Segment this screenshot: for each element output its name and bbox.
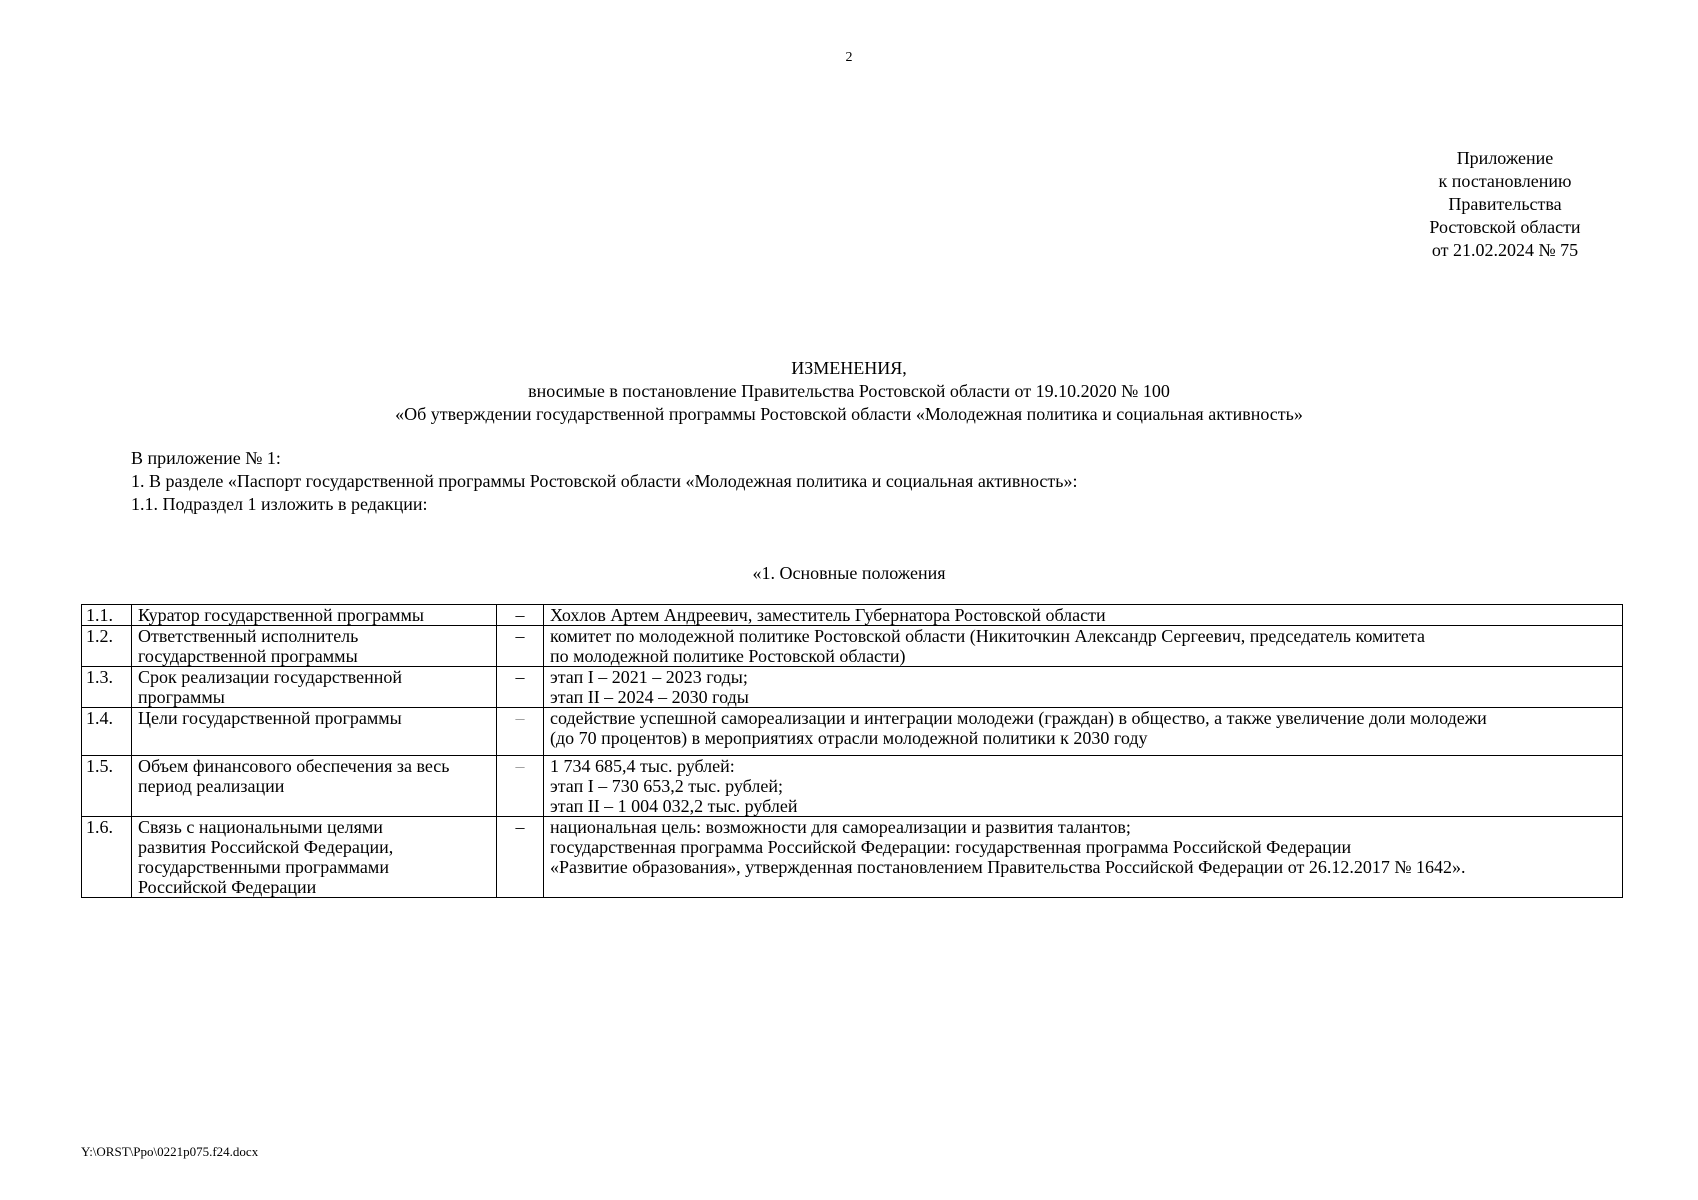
- row-value-line: «Развитие образования», утвержденная постановлением Правительства Российской Федерации от 26.12.2017 № 1642».: [550, 857, 1466, 877]
- row-value-line: этап I – 2021 – 2023 годы;: [550, 667, 748, 687]
- row-number: 1.5.: [82, 756, 132, 817]
- row-dash: –: [497, 667, 544, 708]
- row-value: [544, 667, 1623, 708]
- row-number: 1.2.: [82, 626, 132, 667]
- row-label: [132, 817, 497, 898]
- row-label-line: Цели государственной программы: [138, 708, 402, 728]
- row-label-line: Срок реализации государственной: [138, 667, 403, 687]
- table-row: [82, 667, 1623, 708]
- table-row: [82, 756, 1623, 817]
- row-label-line: Куратор государственной программы: [138, 605, 424, 625]
- page-number: 2: [845, 50, 853, 65]
- row-dash: –: [497, 626, 544, 667]
- heading-subtitle: вносимые в постановление Правительства Ростовской области от 19.10.2020 № 100: [528, 381, 1170, 401]
- row-number: 1.3.: [82, 667, 132, 708]
- appendix-line: Приложение: [1456, 148, 1554, 168]
- row-label: [132, 626, 497, 667]
- row-dash: –: [497, 708, 544, 756]
- row-label-line: Российской Федерации: [138, 877, 317, 897]
- intro-paragraph: [131, 447, 1077, 516]
- table-row: [82, 605, 1623, 626]
- appendix-line: Правительства: [1448, 194, 1562, 214]
- row-label-line: Объем финансового обеспечения за весь: [138, 756, 450, 776]
- passport-table: [81, 604, 1623, 898]
- row-value-line: этап II – 2024 – 2030 годы: [550, 687, 749, 707]
- row-label-line: государственными программами: [138, 857, 389, 877]
- row-number: 1.1.: [82, 605, 132, 626]
- row-label: [132, 667, 497, 708]
- row-label: [132, 756, 497, 817]
- document-heading: [0, 357, 1698, 426]
- intro-line: 1. В разделе «Паспорт государственной программы Ростовской области «Молодежная политика и социальная активность»:: [131, 471, 1078, 491]
- table-row: [82, 626, 1623, 667]
- row-value: [544, 817, 1623, 898]
- appendix-block: [1380, 147, 1630, 262]
- row-label-line: Ответственный исполнитель: [138, 626, 359, 646]
- row-value-line: (до 70 процентов) в мероприятиях отрасли молодежной политики к 2030 году: [550, 728, 1148, 748]
- appendix-line: к постановлению: [1438, 171, 1572, 191]
- row-label: [132, 605, 497, 626]
- row-number: 1.4.: [82, 708, 132, 756]
- row-value-line: 1 734 685,4 тыс. рублей:: [550, 756, 735, 776]
- row-value: [544, 756, 1623, 817]
- row-value: [544, 626, 1623, 667]
- row-value-line: национальная цель: возможности для самореализации и развития талантов;: [550, 817, 1131, 837]
- row-value-line: комитет по молодежной политике Ростовской области (Никиточкин Александр Сергеевич, председатель комитета: [550, 626, 1425, 646]
- intro-line: 1.1. Подраздел 1 изложить в редакции:: [131, 494, 428, 514]
- row-dash: –: [497, 817, 544, 898]
- section-title: «1. Основные положения: [752, 563, 946, 583]
- appendix-line: Ростовской области: [1429, 217, 1581, 237]
- table-row: [82, 817, 1623, 898]
- row-label-line: развития Российской Федерации,: [138, 837, 394, 857]
- row-value-line: Хохлов Артем Андреевич, заместитель Губернатора Ростовской области: [550, 605, 1106, 625]
- heading-title: ИЗМЕНЕНИЯ,: [791, 358, 907, 378]
- appendix-line: от 21.02.2024 № 75: [1431, 240, 1579, 260]
- row-value: [544, 708, 1623, 756]
- intro-line: В приложение № 1:: [131, 448, 281, 468]
- row-value-line: государственная программа Российской Федерации: государственная программа Российской Федерации: [550, 837, 1352, 857]
- row-number: 1.6.: [82, 817, 132, 898]
- table-row: [82, 708, 1623, 756]
- row-label-line: Связь с национальными целями: [138, 817, 383, 837]
- heading-subtitle: «Об утверждении государственной программы Ростовской области «Молодежная политика и социальная активность»: [395, 404, 1303, 424]
- row-value-line: содействие успешной самореализации и интеграции молодежи (граждан) в общество, а также увеличение доли молодежи: [550, 708, 1487, 728]
- row-value-line: по молодежной политике Ростовской области): [550, 646, 906, 666]
- row-value-line: этап II – 1 004 032,2 тыс. рублей: [550, 796, 798, 816]
- row-value: [544, 605, 1623, 626]
- row-dash: –: [497, 756, 544, 817]
- row-label: [132, 708, 497, 756]
- row-label-line: программы: [138, 687, 225, 707]
- row-dash: –: [497, 605, 544, 626]
- footer-filename: Y:\ORST\Ppo\0221p075.f24.docx: [81, 1144, 259, 1159]
- row-value-line: этап I – 730 653,2 тыс. рублей;: [550, 776, 783, 796]
- row-label-line: государственной программы: [138, 646, 358, 666]
- row-label-line: период реализации: [138, 776, 285, 796]
